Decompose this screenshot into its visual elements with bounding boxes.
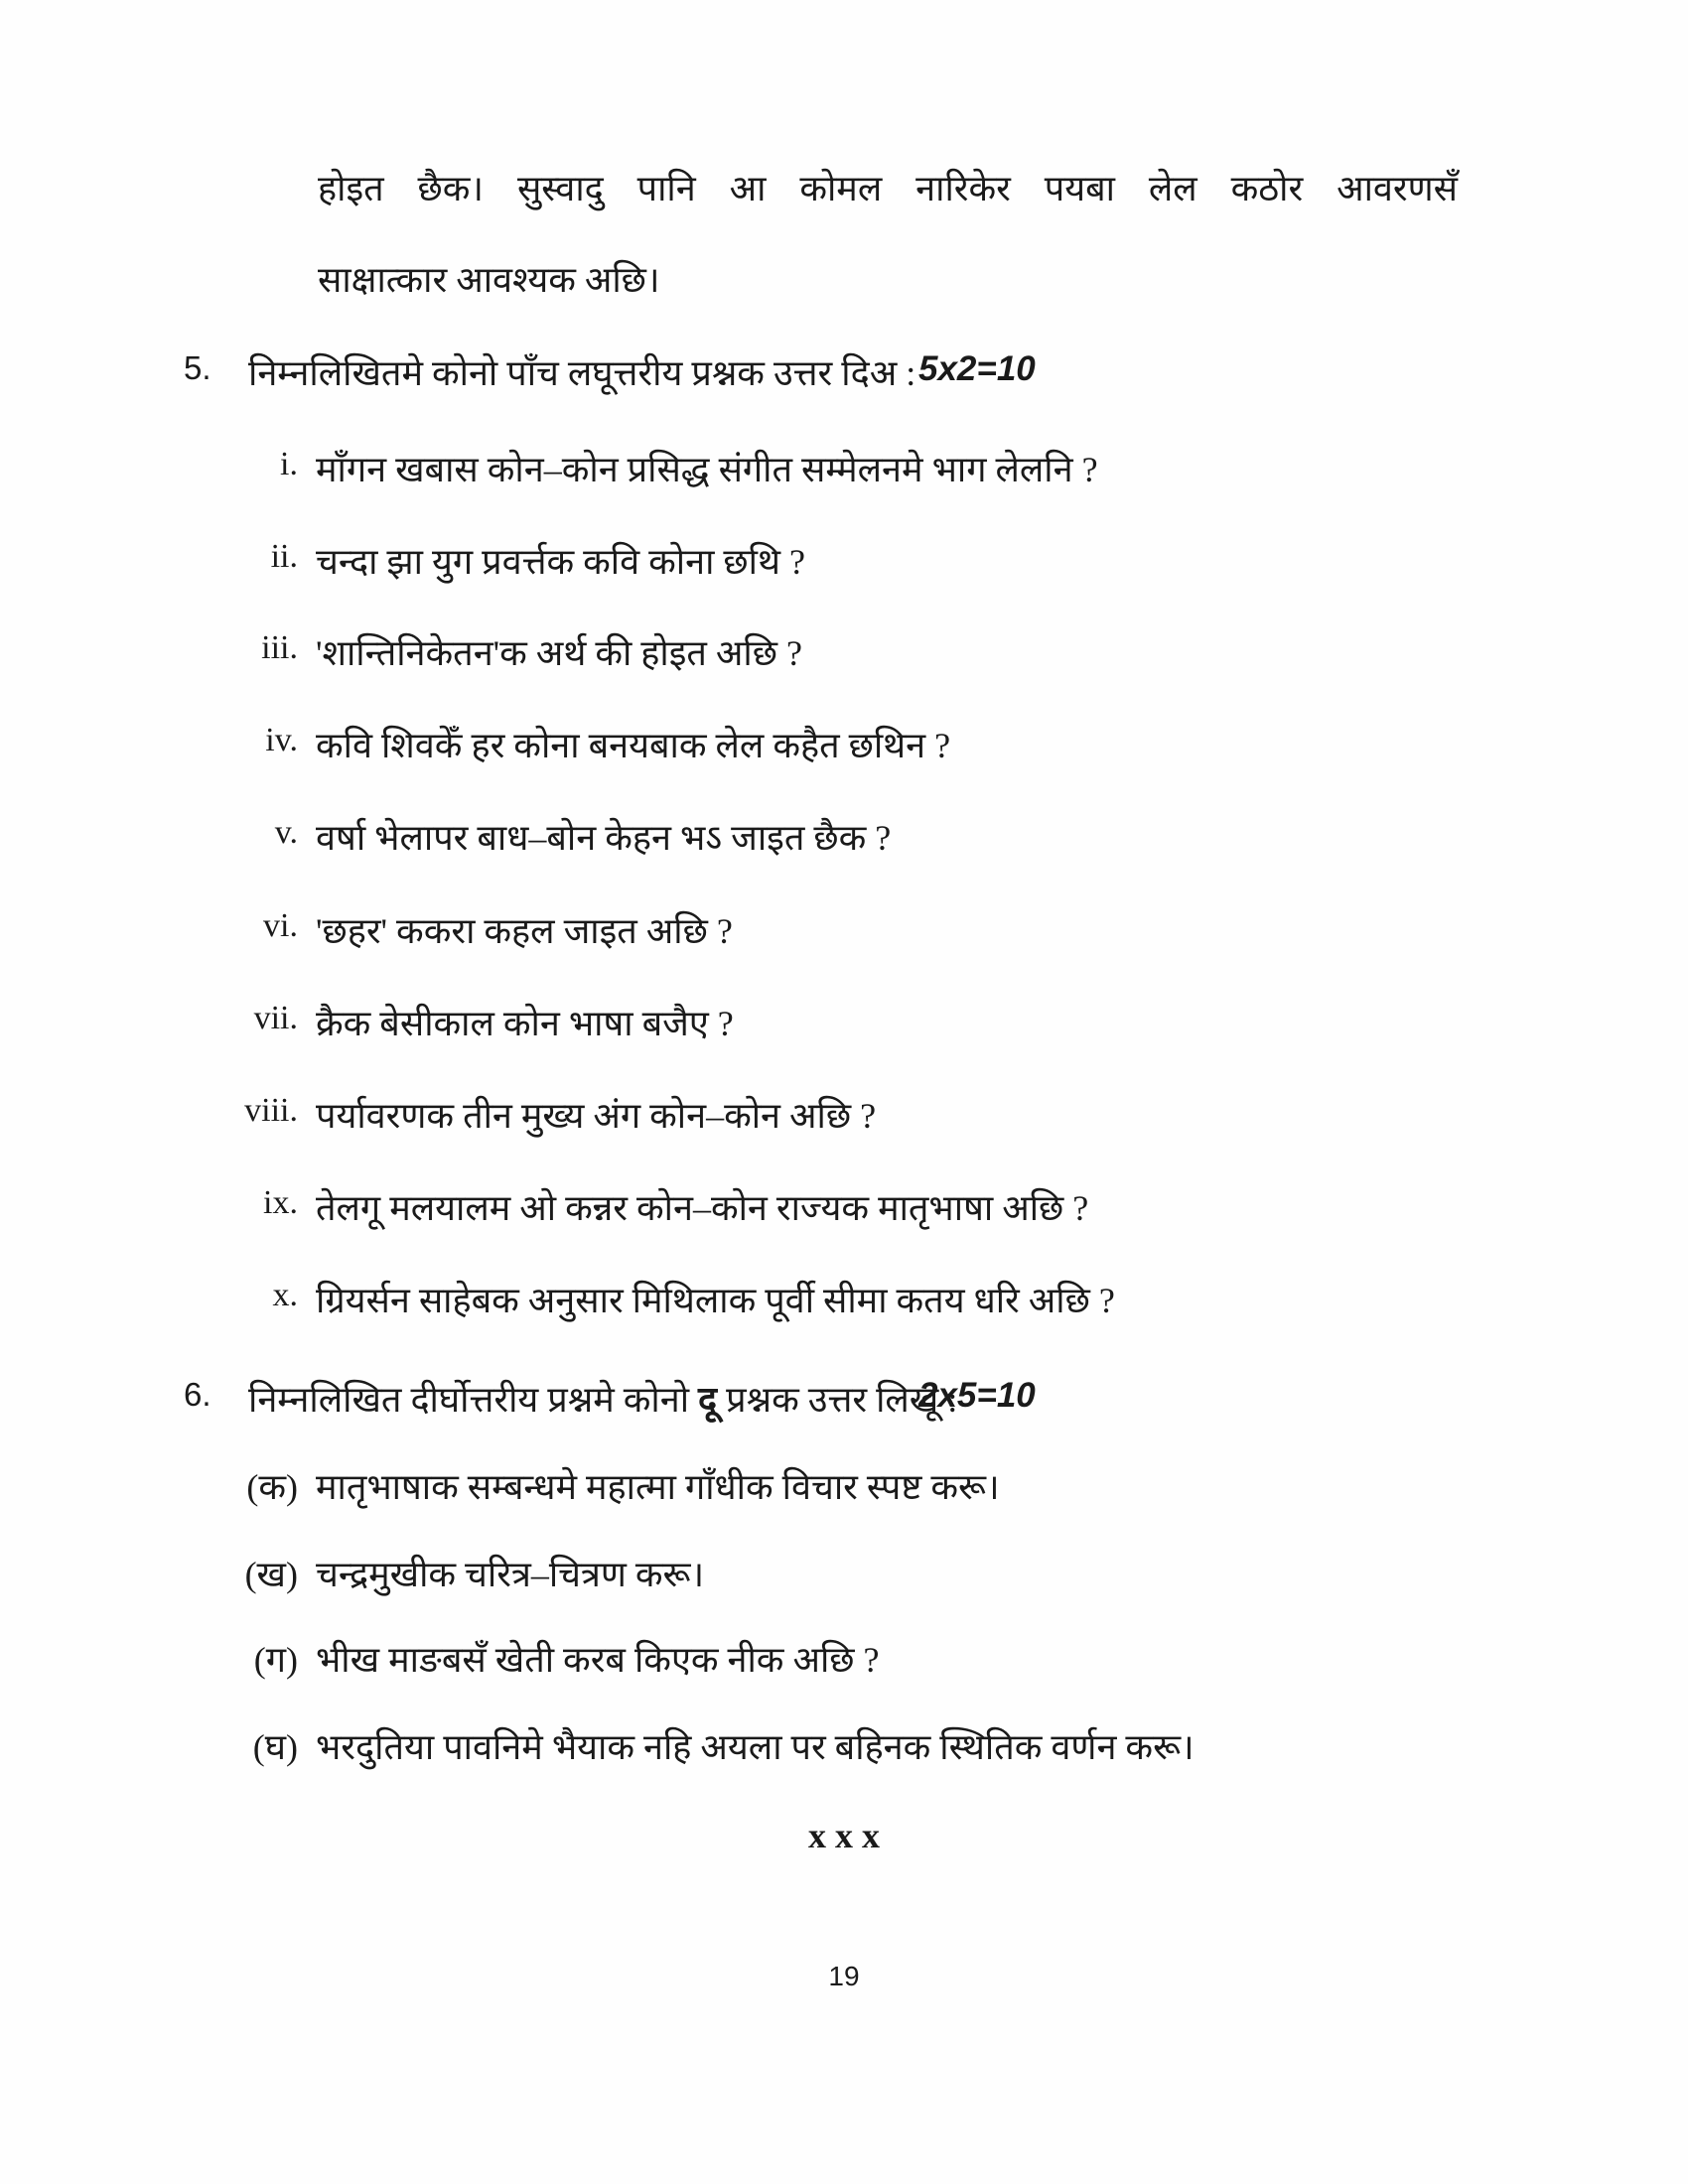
question-text-bold-word: दू <box>698 1380 718 1420</box>
marks-label: 2x5=10 <box>918 1376 1036 1415</box>
item-label: ii. <box>270 538 298 575</box>
item-text: भरदुतिया पावनिमे भैयाक नहि अयला पर बहिनक स्थितिक वर्णन करू। <box>316 1727 1195 1767</box>
item-text: 'छहर' ककरा कहल जाइत अछि ? <box>316 911 733 951</box>
item-text: ग्रियर्सन साहेबक अनुसार मिथिलाक पूर्वी सीमा कतय धरि अछि ? <box>316 1281 1115 1320</box>
item-text: कवि शिवकेँ हर कोना बनयबाक लेल कहैत छथिन ? <box>316 726 951 765</box>
question-text-segment: प्रश्नक उत्तर लिखू : <box>717 1380 958 1420</box>
question-number: 6. <box>184 1376 211 1413</box>
item-text: मातृभाषाक सम्बन्धमे महात्मा गाँधीक विचार स्पष्ट करू। <box>316 1467 1000 1507</box>
end-separator: x x x <box>808 1816 880 1855</box>
item-label: (क) <box>246 1467 298 1507</box>
paragraph-line: साक्षात्कार आवश्यक अछि। <box>318 260 660 300</box>
item-label: iii. <box>261 629 298 666</box>
item-text: तेलगू मलयालम ओ कन्नर कोन–कोन राज्यक मातृभाषा अछि ? <box>316 1188 1089 1228</box>
item-label: i. <box>280 446 298 482</box>
question-text: निम्नलिखितमे कोनो पाँच लघूत्तरीय प्रश्नक उत्तर दिअ : <box>248 353 916 393</box>
item-label: ix. <box>263 1184 298 1221</box>
page-number: 19 <box>828 1961 860 1991</box>
question-text <box>248 1376 957 1424</box>
item-label: v. <box>274 814 298 851</box>
item-text: क्रैक बेसीकाल कोन भाषा बजैए ? <box>316 1004 734 1043</box>
item-label: iv. <box>265 722 298 758</box>
marks-label: 5x2=10 <box>918 349 1036 388</box>
question-text-segment: निम्नलिखित दीर्घोत्तरीय प्रश्नमे कोनो <box>248 1380 699 1420</box>
item-label: x. <box>272 1277 298 1313</box>
item-label: viii. <box>244 1092 298 1129</box>
item-label: (ग) <box>253 1640 298 1680</box>
item-label: (घ) <box>252 1727 298 1767</box>
item-text: 'शान्तिनिकेतन'क अर्थ की होइत अछि ? <box>316 633 802 673</box>
item-text: चन्दा झा युग प्रवर्त्तक कवि कोना छथि ? <box>316 542 805 582</box>
item-text: वर्षा भेलापर बाध–बोन केहन भऽ जाइत छैक ? <box>316 818 892 858</box>
item-text: भीख माङबसँ खेती करब किएक नीक अछि ? <box>316 1640 880 1680</box>
paragraph-line: होइत छैक। सुस्वादु पानि आ कोमल नारिकेर पयबा लेल कठोर आवरणसँ <box>318 169 1458 208</box>
item-text: पर्यावरणक तीन मुख्य अंग कोन–कोन अछि ? <box>316 1096 877 1136</box>
item-text: माँगन खबास कोन–कोन प्रसिद्ध संगीत सम्मेलनमे भाग लेलनि ? <box>316 450 1098 489</box>
item-label: vi. <box>263 907 298 944</box>
question-number: 5. <box>184 349 211 386</box>
item-label: vii. <box>253 1000 298 1036</box>
item-label: (ख) <box>244 1555 298 1594</box>
item-text: चन्द्रमुखीक चरित्र–चित्रण करू। <box>316 1555 705 1594</box>
